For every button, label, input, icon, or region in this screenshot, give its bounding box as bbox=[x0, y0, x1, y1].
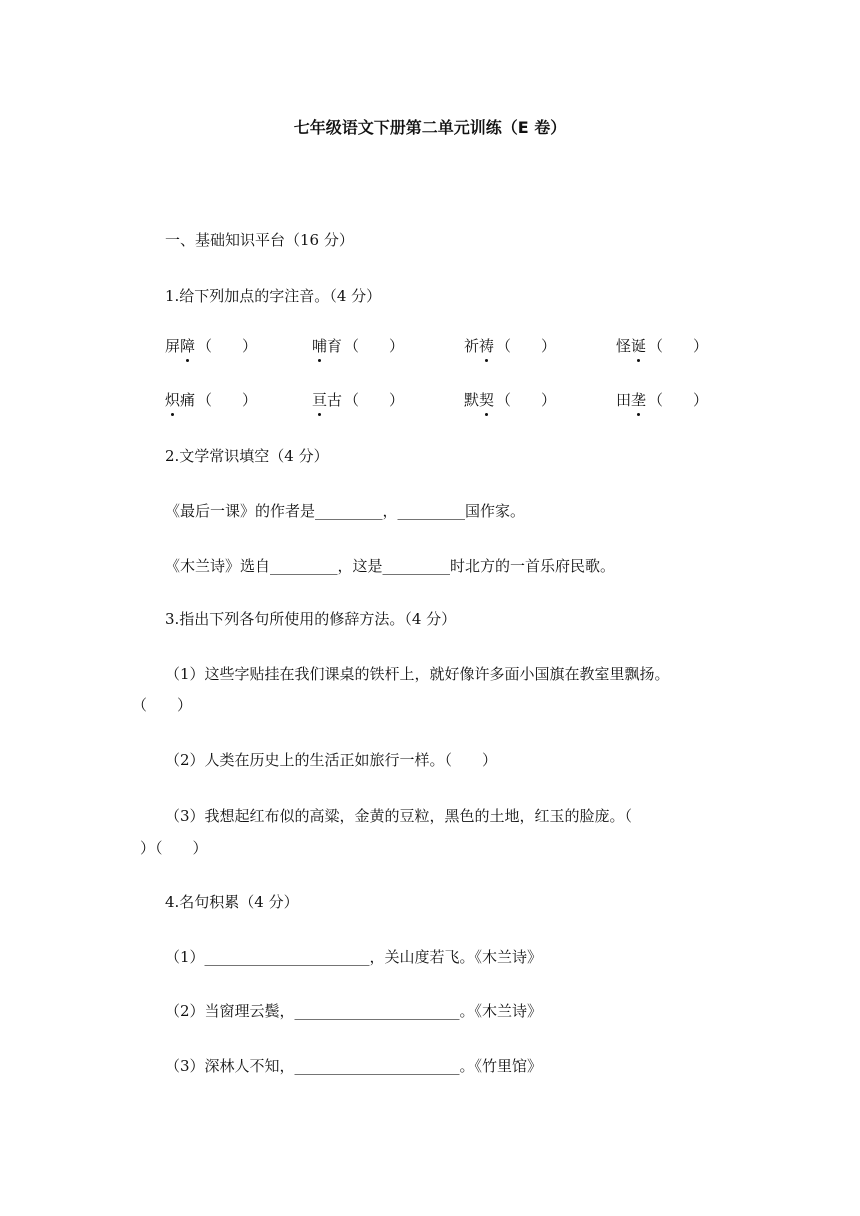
question-4-prompt: 4.名句积累（4 分） bbox=[165, 893, 299, 911]
pinyin-item bbox=[165, 390, 257, 410]
dotted-char: 契 bbox=[479, 391, 495, 409]
pinyin-blank: （ ） bbox=[648, 337, 709, 355]
pinyin-blank: （ ） bbox=[496, 337, 557, 355]
pinyin-blank: （ ） bbox=[197, 337, 258, 355]
question-2-prompt: 2.文学常识填空（4 分） bbox=[165, 447, 329, 465]
word-char: 古 bbox=[327, 391, 343, 409]
pinyin-item bbox=[464, 390, 556, 410]
dotted-char: 诞 bbox=[631, 337, 647, 355]
word-char: 痛 bbox=[180, 391, 196, 409]
word-char: 育 bbox=[327, 337, 343, 355]
question-3-item-2: （2）人类在历史上的生活正如旅行一样。（ ） bbox=[165, 751, 498, 769]
word-char: 默 bbox=[464, 391, 480, 409]
dotted-char: 祷 bbox=[479, 337, 495, 355]
dotted-char: 炽 bbox=[165, 391, 181, 409]
question-4-item-3: （3）深林人不知，______________________。《竹里馆》 bbox=[165, 1057, 543, 1075]
question-3-item-3-cont: ）（ ） bbox=[140, 839, 208, 857]
dotted-char: 垄 bbox=[631, 391, 647, 409]
word-char: 屏 bbox=[165, 337, 181, 355]
word-char: 田 bbox=[616, 391, 632, 409]
question-4-item-1: （1）______________________，关山度若飞。《木兰诗》 bbox=[165, 948, 543, 966]
pinyin-item bbox=[165, 336, 257, 356]
section-heading: 一、基础知识平台（16 分） bbox=[165, 231, 354, 249]
pinyin-blank: （ ） bbox=[648, 391, 709, 409]
word-char: 怪 bbox=[616, 337, 632, 355]
pinyin-blank: （ ） bbox=[496, 391, 557, 409]
question-3-item-1: （1）这些字贴挂在我们课桌的铁杆上，就好像许多面小国旗在教室里飘扬。 bbox=[165, 665, 670, 683]
pinyin-blank: （ ） bbox=[197, 391, 258, 409]
page-title: 七年级语文下册第二单元训练（E 卷） bbox=[293, 118, 567, 137]
question-1-prompt: 1.给下列加点的字注音。（4 分） bbox=[165, 287, 382, 305]
dotted-char: 哺 bbox=[312, 337, 328, 355]
pinyin-blank: （ ） bbox=[344, 337, 405, 355]
question-3-prompt: 3.指出下列各句所使用的修辞方法。（4 分） bbox=[165, 610, 457, 628]
question-3-item-1-cont: （ ） bbox=[132, 696, 193, 714]
question-2-line-2: 《木兰诗》选自_________，这是_________时北方的一首乐府民歌。 bbox=[165, 557, 616, 575]
word-char: 祈 bbox=[464, 337, 480, 355]
pinyin-item bbox=[616, 390, 708, 410]
dotted-char: 亘 bbox=[312, 391, 328, 409]
question-2-line-1: 《最后一课》的作者是_________，_________国作家。 bbox=[165, 502, 526, 520]
dotted-char: 障 bbox=[180, 337, 196, 355]
question-4-item-2: （2）当窗理云鬓，______________________。《木兰诗》 bbox=[165, 1002, 543, 1020]
pinyin-item bbox=[312, 336, 404, 356]
pinyin-blank: （ ） bbox=[344, 391, 405, 409]
question-3-item-3: （3）我想起红布似的高粱，金黄的豆粒，黑色的土地，红玉的脸庞。（ bbox=[165, 807, 633, 825]
pinyin-item bbox=[464, 336, 556, 356]
pinyin-item bbox=[616, 336, 708, 356]
pinyin-item bbox=[312, 390, 404, 410]
